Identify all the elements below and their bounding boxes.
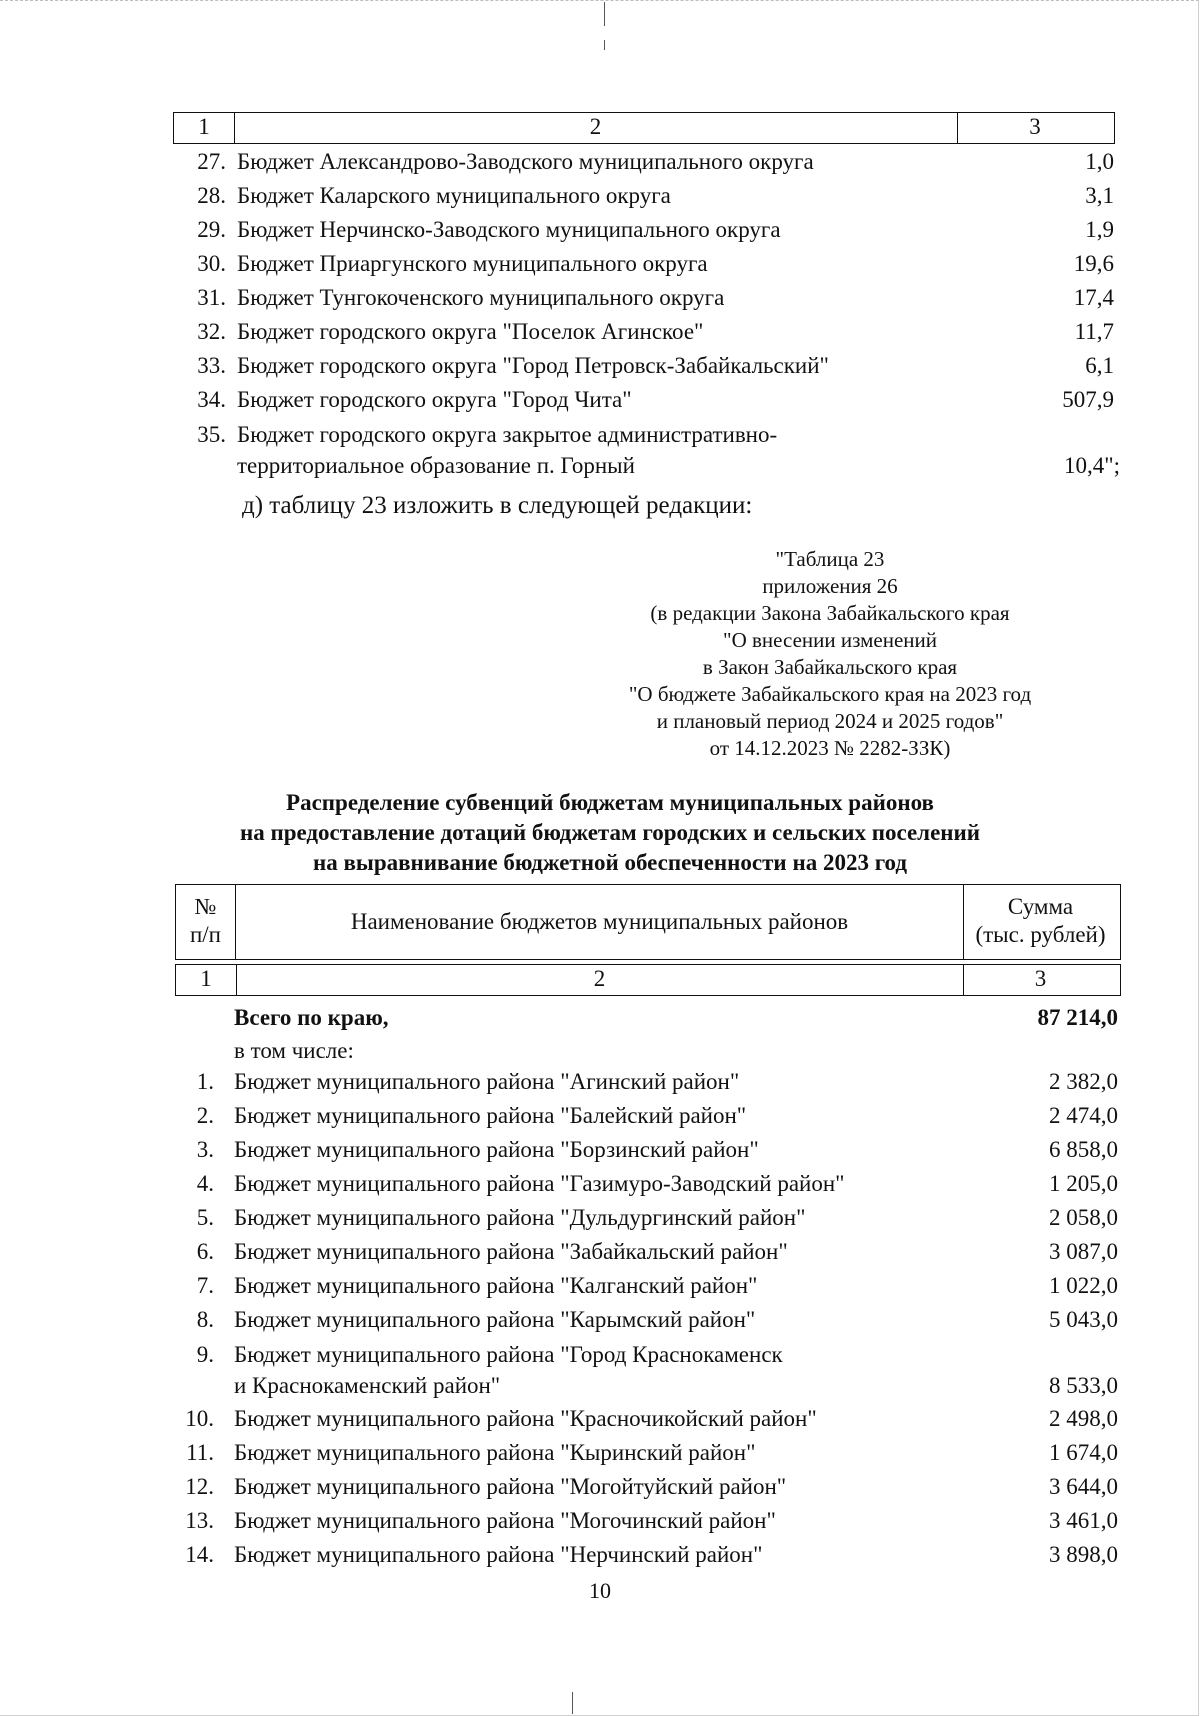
colnum-2: 2 bbox=[234, 113, 958, 143]
row-value: 1,9 bbox=[1085, 217, 1114, 242]
total-value: 87 214,0 bbox=[1037, 1005, 1118, 1030]
row-name: Бюджет муниципального района "Газимуро-Заводский район" bbox=[234, 1171, 845, 1196]
row-number: 11. bbox=[186, 1440, 214, 1465]
header-num bbox=[176, 885, 236, 959]
row-number: 30. bbox=[197, 251, 226, 276]
note-line: и плановый период 2024 и 2025 годов" bbox=[656, 709, 1004, 733]
row-name: Бюджет муниципального района "Борзинский район" bbox=[234, 1137, 759, 1162]
row-number: 3. bbox=[196, 1137, 214, 1162]
row-number: 2. bbox=[196, 1103, 214, 1128]
scan-mark-top-2 bbox=[604, 40, 605, 50]
header-sum-line1: Сумма bbox=[1007, 894, 1074, 919]
note-line: от 14.12.2023 № 2282-ЗЗК) bbox=[709, 736, 951, 760]
row-value: 11,7 bbox=[1074, 319, 1114, 344]
row-name: Бюджет муниципального района "Кыринский район" bbox=[234, 1440, 756, 1465]
scan-mark-top bbox=[604, 2, 605, 26]
row-number: 8. bbox=[196, 1307, 214, 1332]
row-number: 33. bbox=[197, 353, 226, 378]
row-name: Бюджет муниципального района "Карымский район" bbox=[234, 1307, 756, 1332]
row-number: 12. bbox=[185, 1474, 214, 1499]
row-name-line2: и Краснокаменский район" bbox=[234, 1373, 501, 1398]
row-name: Бюджет муниципального района "Агинский район" bbox=[234, 1069, 740, 1094]
row-value: 6,1 bbox=[1085, 353, 1114, 378]
continued-table-colnum-row bbox=[173, 112, 1115, 144]
row-value: 3 461,0 bbox=[1049, 1508, 1118, 1533]
row-value: 2 474,0 bbox=[1049, 1103, 1118, 1128]
note-line: "Таблица 23 bbox=[775, 547, 885, 571]
row-value: 6 858,0 bbox=[1049, 1137, 1118, 1162]
table-header bbox=[175, 884, 1121, 960]
colnum-1: 1 bbox=[176, 965, 237, 995]
instruction-text: д) таблицу 23 изложить в следующей редакции: bbox=[242, 492, 753, 519]
row-name: Бюджет муниципального района "Забайкальский район" bbox=[234, 1239, 788, 1264]
row-value: 1 205,0 bbox=[1049, 1171, 1118, 1196]
row-value: 1,0 bbox=[1085, 149, 1114, 174]
row-name: Бюджет городского округа "Город Петровск-Забайкальский" bbox=[237, 353, 829, 378]
table-note bbox=[560, 546, 1100, 762]
row-number: 4. bbox=[196, 1171, 214, 1196]
row-value: 2 498,0 bbox=[1049, 1406, 1118, 1431]
row-number: 14. bbox=[185, 1542, 214, 1567]
note-line: приложения 26 bbox=[762, 574, 898, 598]
row-value: 1 022,0 bbox=[1049, 1273, 1118, 1298]
note-line: в Закон Забайкальского края bbox=[702, 655, 958, 679]
title-line: на предоставление дотаций бюджетам городских и сельских поселений bbox=[239, 820, 981, 845]
row-name: Бюджет Каларского муниципального округа bbox=[237, 183, 671, 208]
total-sub-label: в том числе: bbox=[234, 1038, 354, 1063]
total-label: Всего по краю, bbox=[234, 1005, 389, 1030]
row-name-line2: территориальное образование п. Горный bbox=[237, 453, 635, 478]
row-value: 10,4"; bbox=[1064, 453, 1121, 478]
table-row bbox=[0, 1340, 1200, 1402]
page-number: 10 bbox=[589, 1578, 611, 1603]
header-sum bbox=[963, 885, 1118, 959]
row-value: 3 087,0 bbox=[1049, 1239, 1118, 1264]
row-number: 35. bbox=[197, 422, 226, 447]
table-colnum-row bbox=[175, 964, 1121, 996]
row-value: 2 382,0 bbox=[1049, 1069, 1118, 1094]
row-value: 5 043,0 bbox=[1049, 1307, 1118, 1332]
row-number: 7. bbox=[196, 1273, 214, 1298]
row-value: 19,6 bbox=[1073, 251, 1114, 276]
row-number: 6. bbox=[196, 1239, 214, 1264]
row-number: 1. bbox=[196, 1069, 214, 1094]
colnum-2: 2 bbox=[236, 965, 964, 995]
row-value: 1 674,0 bbox=[1049, 1440, 1118, 1465]
header-num-line2: п/п bbox=[189, 922, 221, 947]
row-name: Бюджет муниципального района "Красночикойский район" bbox=[234, 1406, 817, 1431]
row-number: 27. bbox=[197, 149, 226, 174]
row-name: Бюджет Нерчинско-Заводского муниципального округа bbox=[237, 217, 781, 242]
row-name: Бюджет муниципального района "Могочинский район" bbox=[234, 1508, 776, 1533]
row-number: 5. bbox=[196, 1205, 214, 1230]
row-number: 34. bbox=[197, 387, 226, 412]
row-number: 32. bbox=[197, 319, 226, 344]
note-line: "О бюджете Забайкальского края на 2023 год bbox=[628, 682, 1032, 706]
row-name: Бюджет муниципального района "Дульдургинский район" bbox=[234, 1205, 806, 1230]
scan-mark-bottom bbox=[572, 1692, 573, 1714]
row-name-line1: Бюджет муниципального района "Город Краснокаменск bbox=[234, 1342, 783, 1367]
row-value: 3 898,0 bbox=[1049, 1542, 1118, 1567]
row-name: Бюджет муниципального района "Балейский район" bbox=[234, 1103, 747, 1128]
note-line: "О внесении изменений bbox=[723, 628, 937, 652]
row-value: 8 533,0 bbox=[1049, 1373, 1118, 1398]
row-name: Бюджет городского округа "Поселок Агинское" bbox=[237, 319, 704, 344]
row-number: 29. bbox=[197, 217, 226, 242]
row-value: 2 058,0 bbox=[1049, 1205, 1118, 1230]
header-sum-line2: (тыс. рублей) bbox=[975, 922, 1106, 947]
row-value: 507,9 bbox=[1062, 387, 1114, 412]
row-value: 17,4 bbox=[1073, 285, 1114, 310]
table-row bbox=[0, 420, 1200, 482]
row-name: Бюджет Приаргунского муниципального округа bbox=[237, 251, 708, 276]
row-value: 3,1 bbox=[1085, 183, 1114, 208]
row-number: 28. bbox=[197, 183, 226, 208]
row-number: 9. bbox=[196, 1342, 214, 1367]
header-name: Наименование бюджетов муниципальных районов bbox=[236, 885, 964, 959]
row-number: 31. bbox=[197, 285, 226, 310]
table-title bbox=[160, 788, 1060, 878]
colnum-1: 1 bbox=[174, 113, 235, 143]
row-number: 13. bbox=[185, 1508, 214, 1533]
row-name-line1: Бюджет городского округа закрытое административно- bbox=[237, 422, 778, 447]
row-name: Бюджет муниципального района "Могойтуйский район" bbox=[234, 1474, 787, 1499]
row-number: 10. bbox=[185, 1406, 214, 1431]
row-name: Бюджет городского округа "Город Чита" bbox=[237, 387, 632, 412]
colnum-3: 3 bbox=[1029, 114, 1041, 139]
row-value: 3 644,0 bbox=[1049, 1474, 1118, 1499]
row-name: Бюджет муниципального района "Нерчинский район" bbox=[234, 1542, 763, 1567]
row-name: Бюджет Тунгокоченского муниципального округа bbox=[237, 285, 725, 310]
title-line: на выравнивание бюджетной обеспеченности на 2023 год bbox=[312, 850, 908, 875]
title-line: Распределение субвенций бюджетам муниципальных районов bbox=[286, 790, 934, 815]
colnum-3: 3 bbox=[1034, 966, 1047, 991]
row-name: Бюджет Александрово-Заводского муниципального округа bbox=[237, 149, 814, 174]
note-line: (в редакции Закона Забайкальского края bbox=[650, 601, 1010, 625]
header-num-line1: № bbox=[194, 894, 217, 919]
row-name: Бюджет муниципального района "Калганский район" bbox=[234, 1273, 758, 1298]
